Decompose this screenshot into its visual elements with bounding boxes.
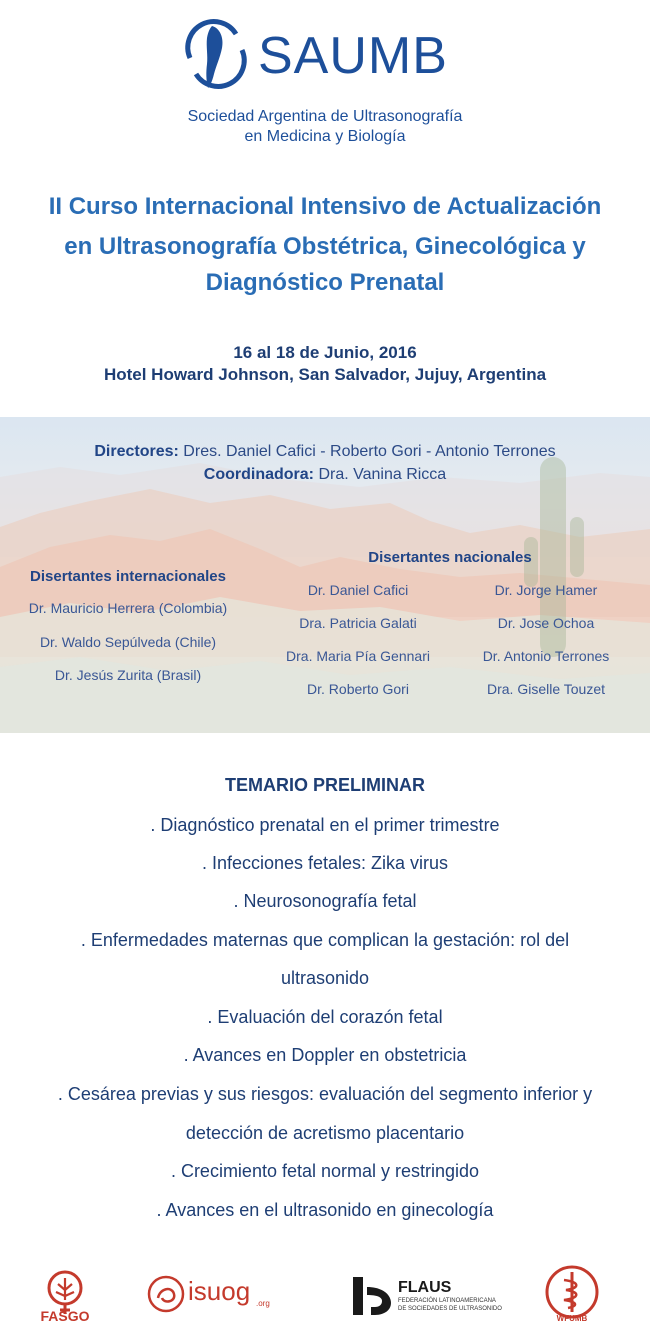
national-speaker: Dr. Antonio Terrones (482, 648, 610, 664)
coordinadora-line (0, 466, 650, 484)
national-speaker: Dr. Jorge Hamer (494, 582, 598, 598)
national-speaker: Dr. Roberto Gori (307, 681, 409, 697)
isuog-org-text: .org (256, 1299, 270, 1308)
directores-names: Dres. Daniel Cafici - Roberto Gori - Antonio Terrones (178, 443, 556, 460)
wfumb-logo-text: WFUMB (556, 1314, 588, 1323)
temario-item: . Diagnóstico prenatal en el primer trimestre (150, 815, 500, 835)
temario-item: . Avances en Doppler en obstetricia (183, 1045, 467, 1065)
coordinadora-name: Dra. Vanina Ricca (314, 466, 447, 483)
intl-speaker: Dr. Mauricio Herrera (Colombia) (28, 600, 228, 616)
intl-speaker: Dr. Waldo Sepúlveda (Chile) (39, 634, 217, 650)
national-speaker: Dr. Jose Ochoa (497, 615, 595, 631)
event-date: 16 al 18 de Junio, 2016 (233, 343, 417, 362)
course-title-line3: Diagnóstico Prenatal (205, 269, 445, 296)
temario-item: . Cesárea previas y sus riesgos: evaluación del segmento inferior y (57, 1084, 593, 1104)
flaus-subtitle-line1: FEDERACIÓN LATINOAMERICANA (398, 1298, 496, 1304)
temario-item-continuation: ultrasonido (280, 968, 370, 988)
national-speaker: Dra. Patricia Galati (299, 615, 417, 631)
intl-speakers-heading: Disertantes internacionales (30, 568, 226, 585)
intl-speaker: Dr. Jesús Zurita (Brasil) (54, 667, 202, 683)
saumb-logo-word: SAUMB (258, 27, 448, 85)
society-name-line1: Sociedad Argentina de Ultrasonografía (187, 108, 463, 125)
fasgo-logo-text: FASGO (40, 1308, 90, 1324)
event-venue: Hotel Howard Johnson, San Salvador, Jujuy, Argentina (103, 365, 547, 384)
flaus-logo-icon (349, 1273, 395, 1319)
course-title-line1: II Curso Internacional Intensivo de Actualización (48, 193, 602, 220)
saumb-globe-icon (176, 16, 254, 94)
temario-item: . Avances en el ultrasonido en ginecología (156, 1200, 494, 1220)
isuog-logo-text: isuog (188, 1276, 251, 1306)
coordinadora-label: Coordinadora: (203, 466, 314, 483)
national-speaker: Dra. Giselle Touzet (486, 681, 605, 697)
course-title-line2: en Ultrasonografía Obstétrica, Ginecológica y (64, 233, 586, 260)
temario-item: . Enfermedades maternas que complican la gestación: rol del (80, 930, 570, 950)
society-name-line2: en Medicina y Biología (244, 128, 406, 145)
national-speaker: Dr. Daniel Cafici (307, 582, 409, 598)
temario-item: . Evaluación del corazón fetal (207, 1007, 443, 1027)
temario-heading: TEMARIO PRELIMINAR (225, 775, 425, 795)
national-speaker: Dra. Maria Pía Gennari (286, 648, 430, 664)
temario-item: . Neurosonografía fetal (233, 891, 417, 911)
directores-line (0, 443, 650, 461)
isuog-logo-icon (146, 1274, 186, 1314)
temario-item-continuation: detección de acretismo placentario (185, 1123, 465, 1143)
flaus-subtitle-line2: DE SOCIEDADES DE ULTRASONIDO (398, 1306, 502, 1312)
national-speakers-heading: Disertantes nacionales (368, 549, 532, 566)
flaus-logo-text: FLAUS (398, 1279, 452, 1296)
directores-label: Directores: (94, 443, 179, 460)
temario-item: . Infecciones fetales: Zika virus (201, 853, 449, 873)
temario-item: . Crecimiento fetal normal y restringido (170, 1161, 480, 1181)
